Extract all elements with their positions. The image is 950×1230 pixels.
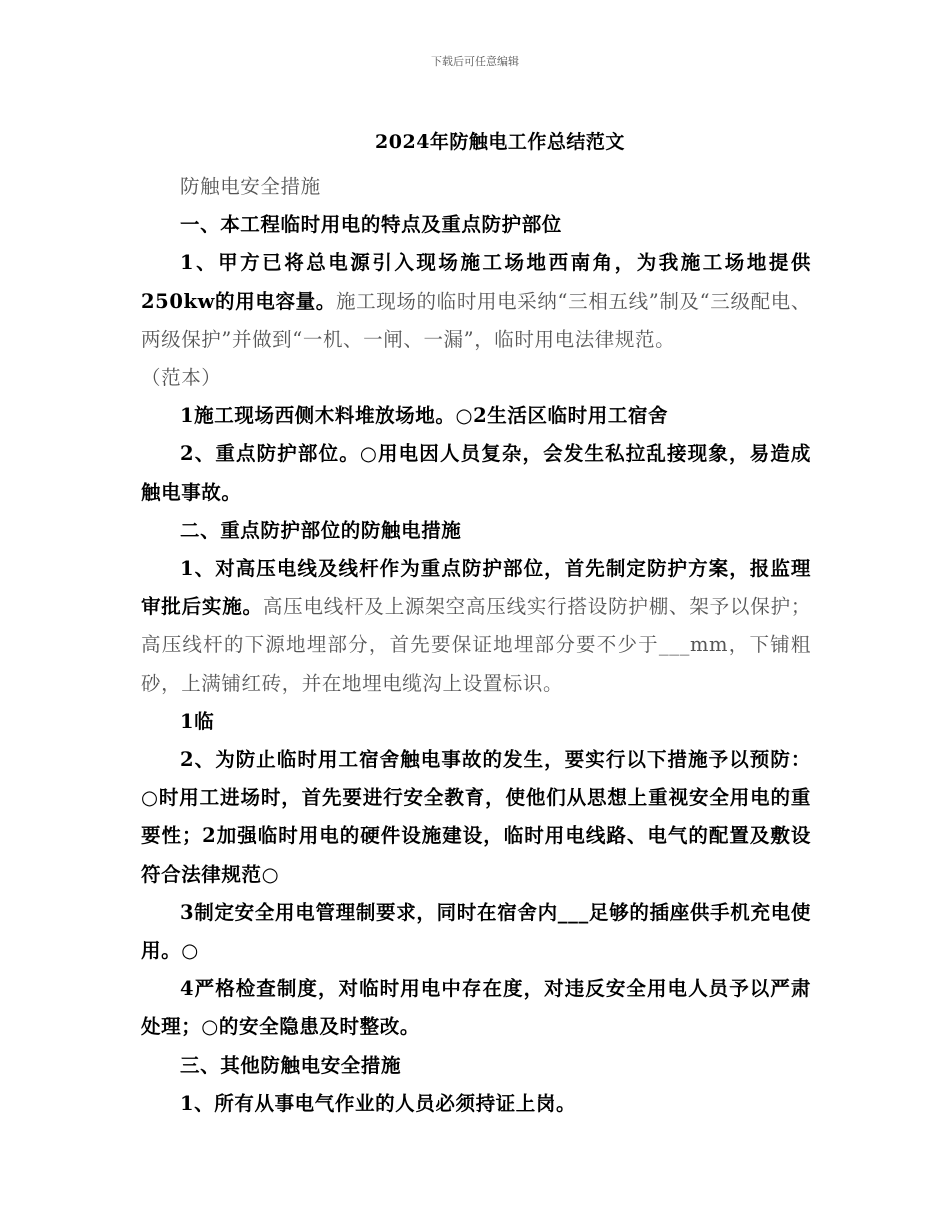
text-run: 二、重点防护部位的防触电措施 xyxy=(180,518,462,542)
text-run: 2、重点防护部位。○用电因人员复杂，会发生私拉乱接现象，易造成触电事故。 xyxy=(141,442,811,504)
document-title: 2024年防触电工作总结范文 xyxy=(375,131,625,153)
paragraph xyxy=(141,168,811,206)
paragraph xyxy=(141,397,811,435)
page-header: 下载后可任意编辑 xyxy=(431,55,519,68)
text-run: 三、其他防触电安全措施 xyxy=(180,1053,402,1077)
paragraph xyxy=(141,970,811,1046)
paragraph xyxy=(141,894,811,970)
paragraph xyxy=(141,512,811,550)
paragraph xyxy=(141,359,811,397)
paragraph xyxy=(141,703,811,741)
text-run: 1、对高压电线及线杆作为重点防护部位，首先制定防护方案，报监理审批后实施。 xyxy=(141,557,811,619)
text-run: 1施工现场西侧木料堆放场地。○2生活区临时用工宿舍 xyxy=(180,404,669,428)
text-run: 施工现场的临时用电采纳“三相五线”制及“三级配电、两级保护”并做到“一机、一闸、一漏”，临时用电法律规范。 xyxy=(141,289,811,351)
paragraph xyxy=(141,435,811,511)
text-run: 3制定安全用电管理制要求，同时在宿舍内___足够的插座供手机充电使用。○ xyxy=(141,900,811,963)
paragraph xyxy=(141,244,811,359)
text-run: 高压电线杆及上源架空高压线实行搭设防护棚、架予以保护；高压线杆的下源地埋部分，首先要保证地埋部分要不少于___mm，下铺粗砂，上满铺红砖，并在地埋电缆沟上设置标识。 xyxy=(141,595,811,695)
paragraph xyxy=(141,741,811,894)
paragraph xyxy=(141,206,811,244)
text-run: 1、甲方已将总电源引入现场施工场地西南角，为我施工场地提供250kw的用电容量。 xyxy=(141,251,811,313)
text-run: 防触电安全措施 xyxy=(180,175,321,198)
text-run: 2、为防止临时用工宿舍触电事故的发生，要实行以下措施予以预防：○时用工进场时，首先要进行安全教育，使他们从思想上重视安全用电的重要性；2加强临时用电的硬件设施建设，临时用电线路、电气的配置及敷设符合法律规范○ xyxy=(141,748,811,886)
text-run: 1、所有从事电气作业的人员必须持证上岗。 xyxy=(180,1091,577,1115)
text-run: 4严格检查制度，对临时用电中存在度，对违反安全用电人员予以严肃处理；○的安全隐患及时整改。 xyxy=(141,977,811,1039)
paragraph xyxy=(141,550,811,703)
document-body xyxy=(141,168,811,1123)
text-run: 1临 xyxy=(180,709,215,733)
text-run: 一、本工程临时用电的特点及重点防护部位 xyxy=(180,213,562,237)
text-run: （范本） xyxy=(141,366,222,390)
paragraph xyxy=(141,1085,811,1123)
paragraph xyxy=(141,1047,811,1085)
